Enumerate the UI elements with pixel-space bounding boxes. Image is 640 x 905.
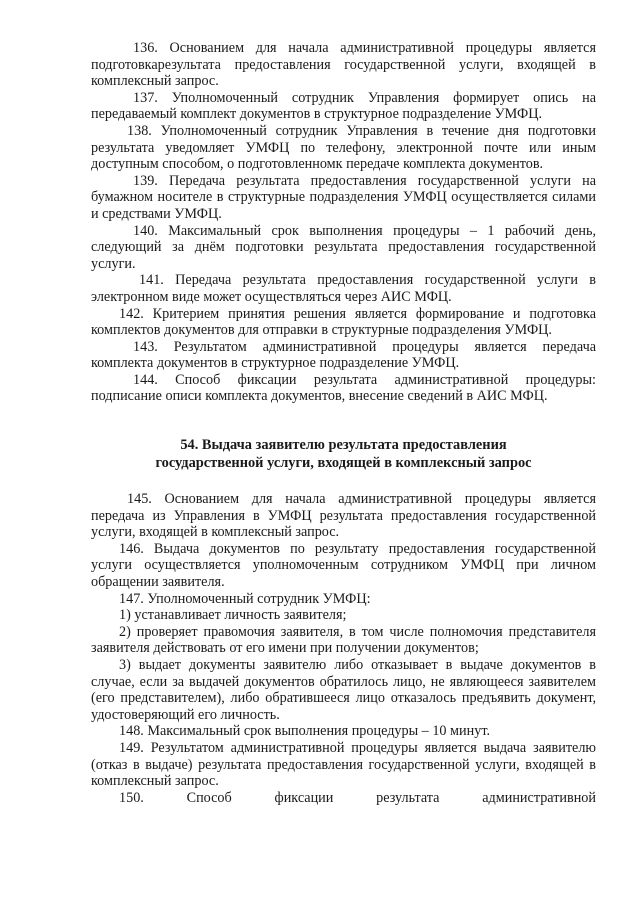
heading-line-1: 54. Выдача заявителю результата предоставления	[180, 437, 507, 453]
paragraph-138: 138. Уполномоченный сотрудник Управления в течение дня подготовки результата уведомляет УМФЦ по телефону, электронной почте или иным доступным способом, о подготовленномк передаче комплекта документов.	[91, 122, 596, 173]
paragraph-144: 144. Способ фиксации результата административной процедуры: подписание описи комплекта документов, внесение сведений в АИС МФЦ.	[91, 371, 596, 405]
paragraph-142: 142. Критерием принятия решения является формирование и подготовка комплектов документов для отправки в структурные подразделения УМФЦ.	[91, 305, 596, 339]
paragraph-150: 150. Способ фиксации результата административной	[119, 789, 596, 806]
paragraph-148: 148. Максимальный срок выполнения процедуры – 10 минут.	[119, 723, 490, 740]
paragraph-149: 149. Результатом административной процедуры является выдача заявителю (отказ в выдаче) результата предоставления государственной услуги, входящей в комплексный запрос.	[91, 739, 596, 790]
paragraph-141: 141. Передача результата предоставления государственной услуги в электронном виде может осуществляться через АИС МФЦ.	[91, 272, 596, 305]
paragraph-147-item-3: 3) выдает документы заявителю либо отказывает в выдаче документов в случае, если за выдачей документов обратилось лицо, не являющееся заявителем (его представителем), либо обратившееся лицо отказалось предъявить документ, удостоверяющий его личность.	[91, 656, 596, 723]
section-heading	[91, 437, 596, 472]
paragraph-143: 143. Результатом административной процедуры является передача комплекта документов в структурное подразделение УМФЦ.	[91, 338, 596, 372]
paragraph-147: 147. Уполномоченный сотрудник УМФЦ:	[119, 590, 371, 607]
paragraph-146: 146. Выдача документов по результату предоставления государственной услуги осуществляется уполномоченным сотрудником УМФЦ при личном обращении заявителя.	[91, 540, 596, 590]
heading-line-2: государственной услуги, входящей в комплексный запрос	[155, 454, 532, 471]
paragraph-137: 137. Уполномоченный сотрудник Управления формирует опись на передаваемый комплект документов в структурное подразделение УМФЦ.	[91, 89, 596, 123]
section-top-paragraphs	[91, 40, 596, 405]
section-bottom-paragraphs	[91, 491, 596, 806]
paragraph-147-item-1: 1) устанавливает личность заявителя;	[119, 607, 347, 624]
paragraph-147-item-2: 2) проверяет правомочия заявителя, в том числе полномочия представителя заявителя действовать от его имени при получении документов;	[91, 623, 596, 657]
paragraph-139: 139. Передача результата предоставления государственной услуги на бумажном носителе в структурные подразделения УМФЦ осуществляется силами и средствами УМФЦ.	[91, 172, 596, 222]
paragraph-145: 145. Основанием для начала административной процедуры является передача из Управления в УМФЦ результата предоставления государственной услуги, входящей в комплексный запрос.	[91, 491, 596, 541]
paragraph-136: 136. Основанием для начала административной процедуры является подготовкарезультата предоставления государственной услуги, входящей в комплексный запрос.	[91, 40, 596, 90]
paragraph-140: 140. Максимальный срок выполнения процедуры – 1 рабочий день, следующий за днём подготовки результата предоставления государственной услуги.	[91, 222, 596, 272]
